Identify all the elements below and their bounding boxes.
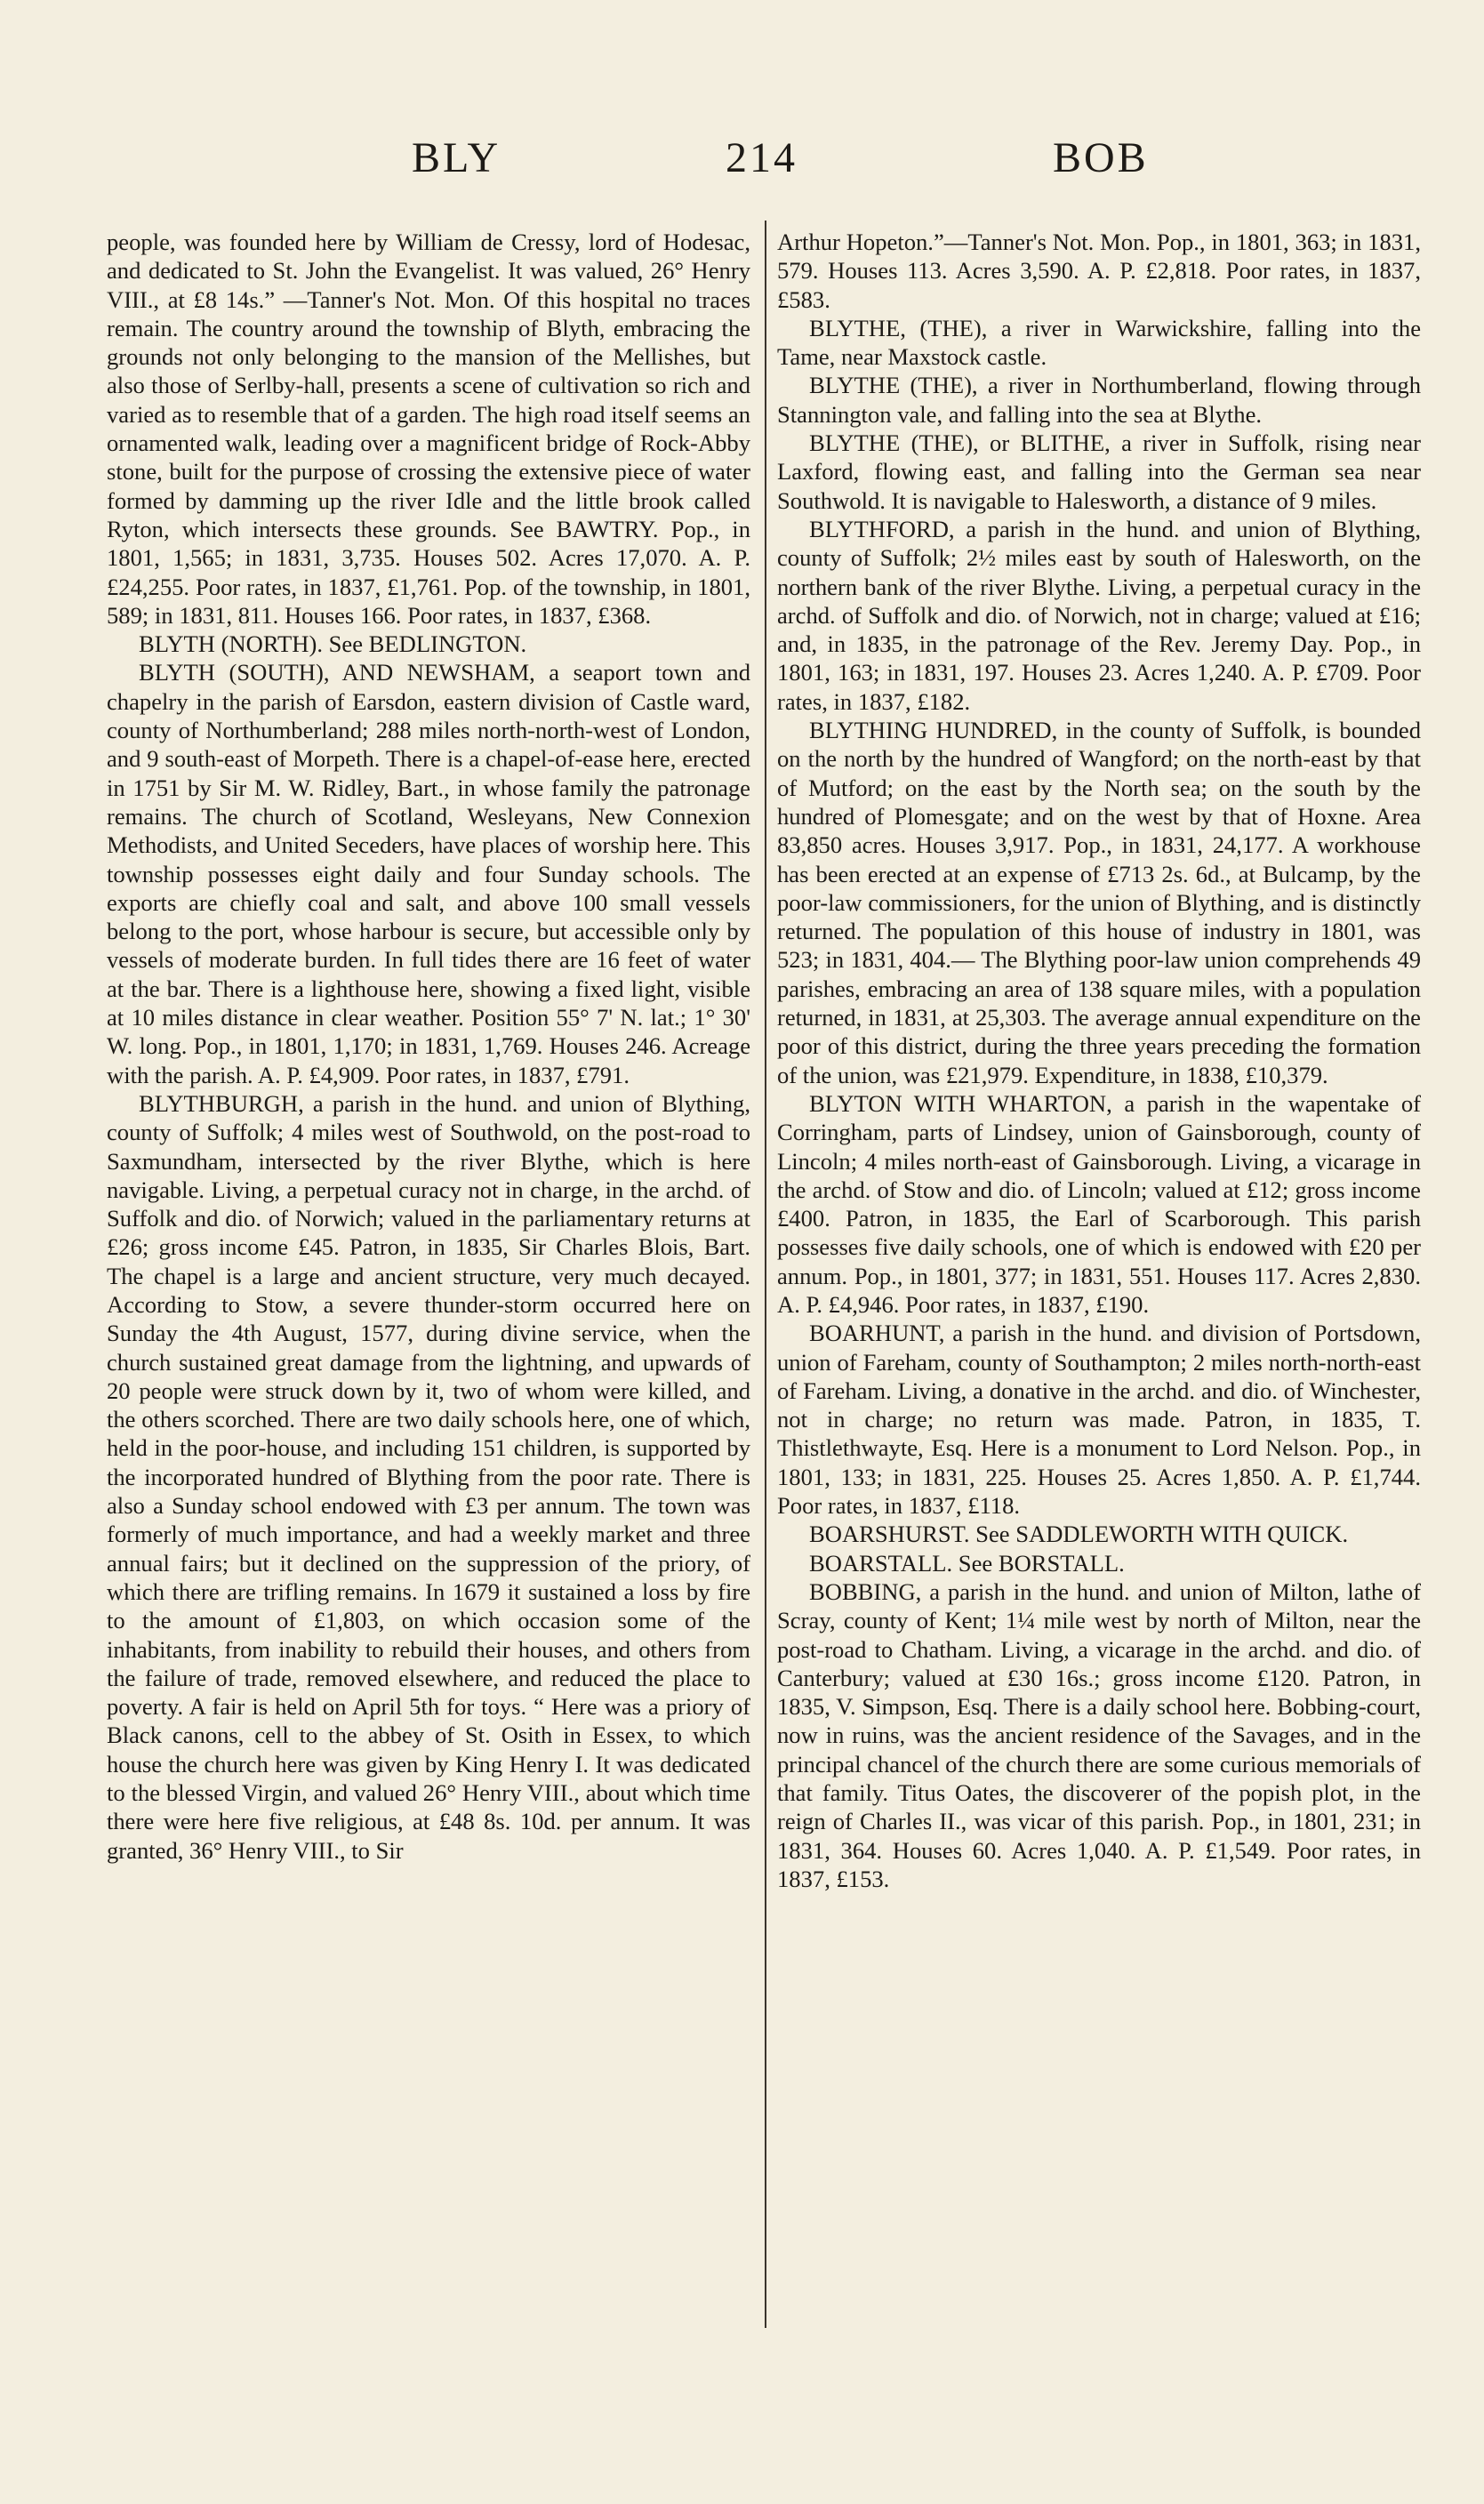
entry-paragraph: BOBBING, a parish in the hund. and union of Milton, lathe of Scray, county of Kent; 1¼ mile west by north of Milton, near the post-road to Chatham. Living, a vicarage in the archd. and dio. of Canterbury; valued at £30 16s.; gross income £120. Patron, in 1835, V. Simpson, Esq. There is a daily school here. Bobbing-court, now in ruins, was the ancient residence of the Savages, and in the principal chancel of the church there are some curious memorials of that family. Titus Oates, the discoverer of the popish plot, in the reign of Charles II., was vicar of this parish. Pop., in 1801, 231; in 1831, 364. Houses 60. Acres 1,040. A. P. £1,549. Poor rates, in 1837, £153. [777, 1577, 1421, 1892]
entry-paragraph: BLYTHING HUNDRED, in the county of Suffolk, is bounded on the north by the hundred of Wangford; on the north-east by that of Mutford; on the east by the North sea; on the south by the hundred of Plomesgate; and on the west by that of Hoxne. Area 83,850 acres. Houses 3,917. Pop., in 1831, 24,177. A workhouse has been erected at an expense of £713 2s. 6d., at Bulcamp, by the poor-law commissioners, for the union of Blything, and is distinctly returned. The population of this house of industry in 1801, was 523; in 1831, 404.— The Blything poor-law union comprehends 49 parishes, embracing an area of 138 square miles, with a population returned, in 1831, at 25,303. The average annual expenditure on the poor of this district, during the three years preceding the formation of the union, was £21,979. Expenditure, in 1838, £10,379. [777, 717, 1421, 1088]
entry-paragraph: BOARSTALL. See BORSTALL. [809, 1549, 1125, 1577]
entry-paragraph: BLYTON WITH WHARTON, a parish in the wapentake of Corringham, parts of Lindsey, union of Gainsborough, county of Lincoln; 4 miles north-east of Gainsborough. Living, a vicarage in the archd. of Stow and dio. of Lincoln; valued at £12; gross income £400. Patron, in 1835, the Earl of Scarborough. This parish possesses five daily schools, one of which is endowed with £20 per annum. Pop., in 1801, 377; in 1831, 551. Houses 117. Acres 2,830. A. P. £4,946. Poor rates, in 1837, £190. [777, 1089, 1421, 1318]
entry-paragraph: BLYTH (NORTH). See BEDLINGTON. [139, 630, 527, 658]
entry-paragraph: people, was founded here by William de Cressy, lord of Hodesac, and dedicated to St. John the Evangelist. It was valued, 26° Henry VIII., at £8 14s.” —Tanner's Not. Mon. Of this hospital no traces remain. The country around the township of Blyth, embracing the grounds not only belonging to the mansion of the Mellishes, but also those of Serlby-hall, presents a scene of cultivation so rich and varied as to resemble that of a garden. The high road itself seems an ornamented walk, leading over a magnificent bridge of Rock-Abby stone, built for the purpose of crossing the extensive piece of water formed by damming up the river Idle and the little brook called Ryton, which intersects these grounds. See BAWTRY. Pop., in 1801, 1,565; in 1831, 3,735. Houses 502. Acres 17,070. A. P. £24,255. Poor rates, in 1837, £1,761. Pop. of the township, in 1801, 589; in 1831, 811. Houses 166. Poor rates, in 1837, £368. [107, 229, 750, 629]
left-column [107, 228, 750, 1865]
entry-paragraph: BLYTHE (THE), a river in Northumberland, flowing through Stannington vale, and falling into the sea at Blythe. [777, 372, 1421, 428]
entry-paragraph: BLYTHBURGH, a parish in the hund. and union of Blything, county of Suffolk; 4 miles west of Southwold, on the post-road to Saxmundham, intersected by the river Blythe, which is here navigable. Living, a perpetual curacy not in charge, in the archd. of Suffolk and dio. of Norwich; valued in the parliamentary returns at £26; gross income £45. Patron, in 1835, Sir Charles Blois, Bart. The chapel is a large and ancient structure, very much decayed. According to Stow, a severe thunder-storm occurred here on Sunday the 4th August, 1577, during divine service, when the church sustained great damage from the lightning, and upwards of 20 people were struck down by it, two of whom were killed, and the others scorched. There are two daily schools here, one of which, held in the poor-house, and including 151 children, is supported by the incorporated hundred of Blything from the poor rate. There is also a Sunday school endowed with £3 per annum. The town was formerly of much importance, and had a weekly market and three annual fairs; but it declined on the suppression of the priory, of which there are trifling remains. In 1679 it sustained a loss by fire to the amount of £1,803, on which occasion some of the inhabitants, from inability to rebuild their houses, and others from the failure of trade, removed elsewhere, and reduced the place to poverty. A fair is held on April 5th for toys. “ Here was a priory of Black canons, cell to the abbey of St. Osith in Essex, to which house the church here was given by King Henry I. It was dedicated to the blessed Virgin, and valued 26° Henry VIII., about which time there were here five religious, at £48 8s. 10d. per annum. It was granted, 36° Henry VIII., to Sir [107, 1089, 750, 1864]
running-header [105, 133, 1412, 187]
entry-paragraph: BOARSHURST. See SADDLEWORTH WITH QUICK. [809, 1521, 1349, 1548]
right-column [777, 228, 1421, 1893]
entry-paragraph: BLYTHE, (THE), a river in Warwickshire, falling into the Tame, near Maxstock castle. [777, 314, 1421, 371]
entry-paragraph: BLYTHFORD, a parish in the hund. and union of Blything, county of Suffolk; 2½ miles east by south of Halesworth, on the northern bank of the river Blythe. Living, a perpetual curacy in the archd. of Suffolk and dio. of Norwich, not in charge; valued at £16; and, in 1835, in the patronage of the Rev. Jeremy Day. Pop., in 1801, 163; in 1831, 197. Houses 23. Acres 1,240. A. P. £709. Poor rates, in 1837, £182. [777, 515, 1421, 715]
header-left-word: BLY [412, 134, 501, 181]
entry-paragraph: BLYTHE (THE), or BLITHE, a river in Suffolk, rising near Laxford, flowing east, and falling into the German sea near Southwold. It is navigable to Halesworth, a distance of 9 miles. [777, 429, 1421, 514]
header-right-word: BOB [1053, 134, 1149, 181]
page-number: 214 [726, 134, 798, 181]
entry-paragraph: BOARHUNT, a parish in the hund. and division of Portsdown, union of Fareham, county of Southampton; 2 miles north-north-east of Fareham. Living, a donative in the archd. and dio. of Winchester, not in charge; no return was made. Patron, in 1835, T. Thistlethwayte, Esq. Here is a monument to Lord Nelson. Pop., in 1801, 133; in 1831, 225. Houses 25. Acres 1,850. A. P. £1,744. Poor rates, in 1837, £118. [777, 1320, 1421, 1520]
entry-paragraph: BLYTH (SOUTH), AND NEWSHAM, a seaport town and chapelry in the parish of Earsdon, eastern division of Castle ward, county of Northumberland; 288 miles north-north-west of London, and 9 south-east of Morpeth. There is a chapel-of-ease here, erected in 1751 by Sir M. W. Ridley, Bart., in whose family the patronage remains. The church of Scotland, Wesleyans, New Connexion Methodists, and United Seceders, have places of worship here. This township possesses eight daily and four Sunday schools. The exports are chiefly coal and salt, and above 100 small vessels belong to the port, whose harbour is secure, but accessible only by vessels of moderate burden. In full tides there are 16 feet of water at the bar. There is a lighthouse here, showing a fixed light, visible at 10 miles distance in clear weather. Position 55° 7' N. lat.; 1° 30' W. long. Pop., in 1801, 1,170; in 1831, 1,769. Houses 246. Acreage with the parish. A. P. £4,909. Poor rates, in 1837, £791. [107, 659, 750, 1088]
column-divider [765, 221, 766, 2328]
entry-paragraph: Arthur Hopeton.”—Tanner's Not. Mon. Pop., in 1801, 363; in 1831, 579. Houses 113. Acres 3,590. A. P. £2,818. Poor rates, in 1837, £583. [777, 229, 1421, 313]
